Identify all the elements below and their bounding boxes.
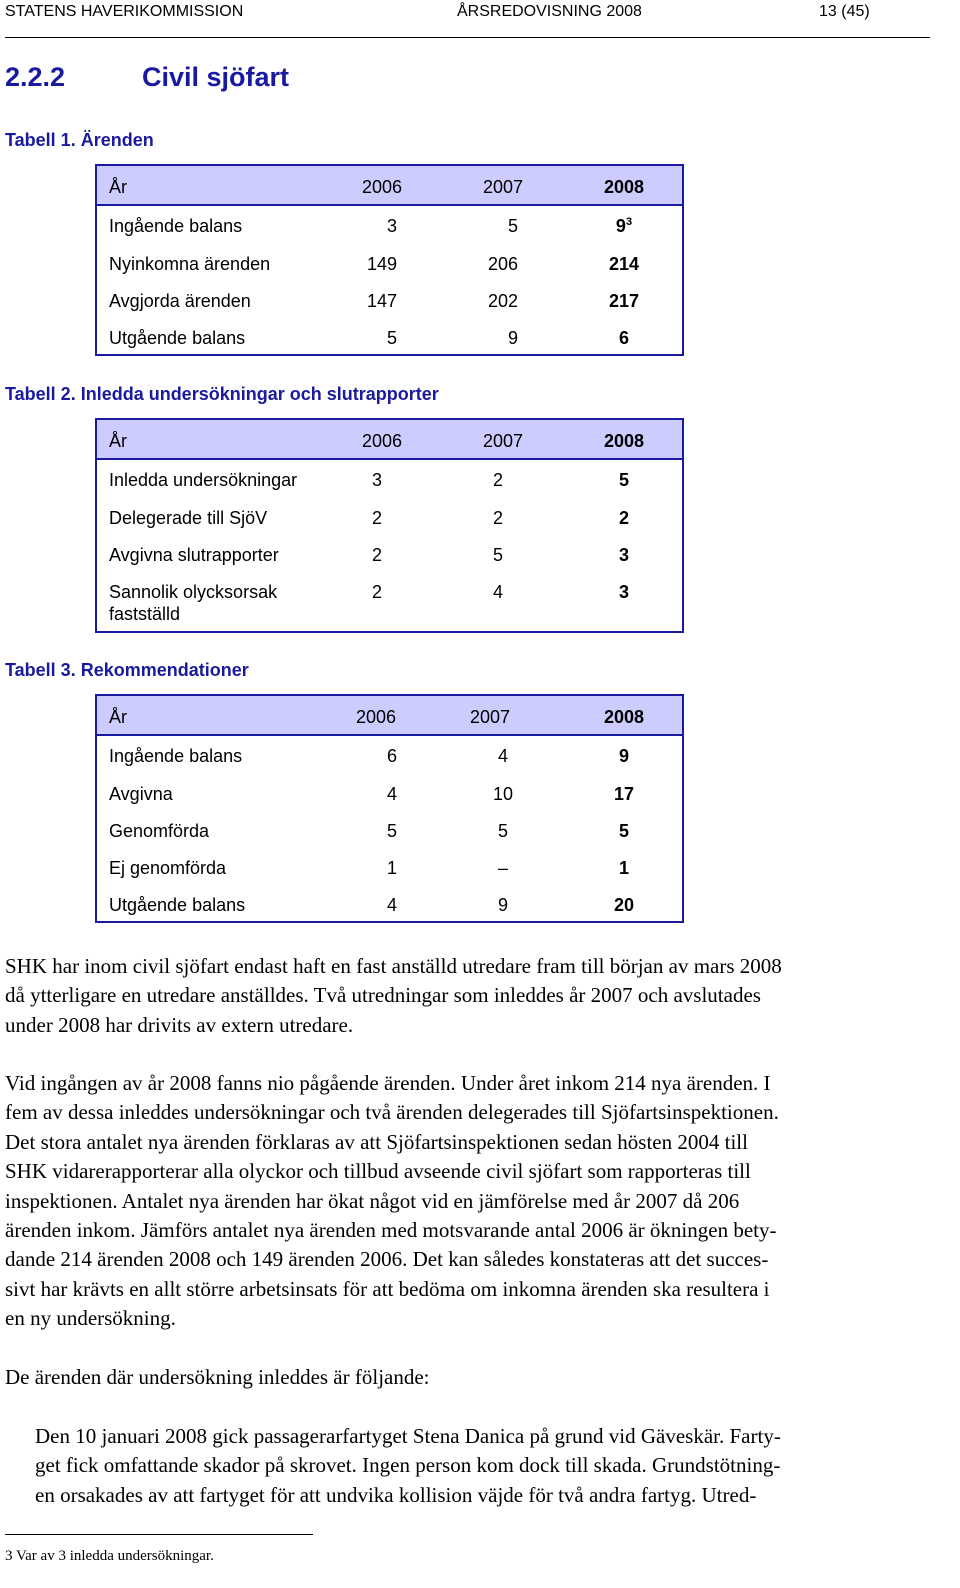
table-row: [97, 244, 682, 281]
cell-2007: 202: [487, 291, 519, 311]
row-label-line2: fastställd: [109, 604, 181, 624]
text-line: fem av dessa inleddes undersökningar och två ärenden delegerades till Sjöfartsinspektionen.: [5, 1100, 779, 1125]
table-row: [97, 774, 682, 811]
paragraph-staffing: [5, 952, 950, 1040]
table1-col-year: År: [109, 177, 127, 197]
table3-caption: Tabell 3. Rekommendationer: [5, 660, 249, 680]
row-label: Avgivna: [109, 784, 173, 804]
row-label: Delegerade till SjöV: [109, 508, 268, 528]
row-label: Inledda undersökningar: [109, 470, 298, 490]
cell-2006: 3: [371, 470, 382, 490]
row-label-line1: Sannolik olycksorsak: [109, 582, 278, 602]
cell-2008: 5: [618, 470, 629, 490]
section-number: 2.2.2: [5, 62, 66, 92]
cell-2008: 3: [618, 545, 629, 565]
table1-caption: Tabell 1. Ärenden: [5, 130, 154, 150]
section-title: Civil sjöfart: [142, 62, 290, 92]
text-line: Vid ingången av år 2008 fanns nio pågående ärenden. Under året inkom 214 nya ärenden. I: [5, 1071, 771, 1095]
cell-2006: 149: [366, 254, 398, 274]
row-label: Utgående balans: [109, 895, 246, 915]
row-label: Avgivna slutrapporter: [109, 545, 279, 565]
text-line: en ny undersökning.: [5, 1306, 176, 1331]
text-line: Det stora antalet nya ärenden förklaras av att Sjöfartsinspektionen sedan hösten 2004 till: [5, 1129, 748, 1154]
cell-2008: 9: [618, 746, 629, 766]
cell-2008: [584, 215, 664, 237]
table1: [95, 164, 684, 356]
paragraph-case-stena-danica: [35, 1422, 945, 1510]
header-rule: [5, 37, 930, 38]
cell-2008-value: 9: [615, 216, 626, 236]
cell-2006: 6: [386, 746, 397, 766]
cell-2008: 217: [608, 291, 640, 311]
row-label: Nyinkomna ärenden: [109, 254, 271, 274]
cell-2007: 206: [487, 254, 519, 274]
header-document-title: ÅRSREDOVISNING 2008: [457, 3, 642, 20]
table-row: [97, 736, 682, 774]
cell-2006: 147: [366, 291, 398, 311]
footnote: 3 Var av 3 inledda undersökningar.: [5, 1548, 214, 1564]
cell-2007: 9: [497, 895, 508, 915]
table1-col-2008: 2008: [603, 177, 645, 197]
table-row: [97, 206, 682, 244]
table-row: [97, 318, 682, 354]
footnote-rule: [5, 1534, 313, 1535]
cell-2007: 5: [497, 821, 508, 841]
cell-2006: 4: [386, 895, 397, 915]
table2-caption: Tabell 2. Inledda undersökningar och slutrapporter: [5, 384, 439, 404]
text-line: inspektionen. Antalet nya ärenden har ökat något vid en jämförelse med år 2007 då 206: [5, 1188, 740, 1213]
cell-2008: 1: [618, 858, 629, 878]
table-row: [97, 811, 682, 848]
text-line: SHK har inom civil sjöfart endast haft en fast anställd utredare fram till början av mars 2008: [5, 954, 782, 978]
cell-2008: 17: [613, 784, 635, 804]
row-label: Utgående balans: [109, 328, 246, 348]
table-row: [97, 848, 682, 885]
cell-2006: 2: [371, 545, 382, 565]
cell-2007: 9: [507, 328, 518, 348]
text-line: under 2008 har drivits av extern utredare.: [5, 1012, 354, 1037]
cell-2007: 10: [492, 784, 514, 804]
cell-2008: 3: [618, 582, 629, 602]
table-row: [97, 572, 682, 631]
row-label: Ingående balans: [109, 216, 243, 236]
table-row: [97, 885, 682, 921]
paragraph-intro-list: De ärenden där undersökning inleddes är följande:: [5, 1365, 430, 1389]
cell-2007: 5: [492, 545, 503, 565]
table2-header-row: [97, 420, 682, 460]
table-row: [97, 535, 682, 572]
table-row: [97, 498, 682, 535]
row-label: Avgjorda ärenden: [109, 291, 251, 311]
table3-col-2007: 2007: [469, 707, 511, 727]
cell-2007: 2: [492, 508, 503, 528]
cell-2007: 4: [492, 582, 503, 602]
cell-2008: 6: [618, 328, 629, 348]
row-label: Genomförda: [109, 821, 210, 841]
cell-2007: 5: [507, 216, 518, 236]
table2-col-2006: 2006: [361, 431, 403, 451]
table3: [95, 694, 684, 923]
table3-header-row: [97, 696, 682, 736]
cell-2007: –: [497, 858, 508, 878]
text-line: dande 214 ärenden 2008 och 149 ärenden 2006. Det kan således konstateras att det succes-: [5, 1247, 769, 1272]
cell-2006: 5: [386, 328, 397, 348]
cell-2007: 2: [492, 470, 503, 490]
cell-2007: 4: [497, 746, 508, 766]
text-line: en orsakades av att fartyget för att undvika kollision väjde för två andra fartyg. Utred-: [35, 1482, 757, 1507]
table2: [95, 418, 684, 633]
cell-2008: 2: [618, 508, 629, 528]
text-line: sivt har krävts en allt större arbetsinsats för att bedöma om inkomna ärenden ska resultera i: [5, 1276, 770, 1301]
table2-col-year: År: [109, 431, 127, 451]
cell-2008: 20: [613, 895, 635, 915]
row-label: Ingående balans: [109, 746, 243, 766]
footnote-ref: 3: [625, 216, 633, 228]
section-heading: [5, 62, 289, 93]
table2-col-2008: 2008: [603, 431, 645, 451]
table3-col-2008: 2008: [603, 707, 645, 727]
header-page-number: 13 (45): [819, 3, 870, 20]
text-line: då ytterligare en utredare anställdes. Två utredningar som inleddes år 2007 och avslutades: [5, 983, 761, 1008]
cell-2006: 1: [386, 858, 397, 878]
table3-col-year: År: [109, 707, 127, 727]
text-line: get fick omfattande skador på skrovet. Ingen person kom dock till skada. Grundstötning-: [35, 1453, 781, 1478]
text-line: Den 10 januari 2008 gick passagerarfartyget Stena Danica på grund vid Gäveskär. Farty-: [35, 1424, 781, 1448]
table1-col-2006: 2006: [361, 177, 403, 197]
table2-col-2007: 2007: [482, 431, 524, 451]
cell-2006: 4: [386, 784, 397, 804]
paragraph-cases: [5, 1069, 950, 1334]
table1-header-row: [97, 166, 682, 206]
table-row: [97, 460, 682, 498]
row-label: Ej genomförda: [109, 858, 227, 878]
cell-2006: 2: [371, 582, 382, 602]
cell-2006: 3: [386, 216, 397, 236]
table1-col-2007: 2007: [482, 177, 524, 197]
cell-2008: 5: [618, 821, 629, 841]
row-label: [109, 581, 277, 625]
cell-2006: 5: [386, 821, 397, 841]
cell-2008: 214: [608, 254, 640, 274]
table-row: [97, 281, 682, 318]
text-line: ärenden inkom. Jämförs antalet nya ärenden med motsvarande antal 2006 är ökningen bety-: [5, 1218, 777, 1243]
header-organization: STATENS HAVERIKOMMISSION: [5, 3, 244, 20]
text-line: SHK vidarerapporterar alla olyckor och tillbud avseende civil sjöfart som rapporteras till: [5, 1159, 751, 1184]
cell-2006: 2: [371, 508, 382, 528]
table3-col-2006: 2006: [355, 707, 397, 727]
